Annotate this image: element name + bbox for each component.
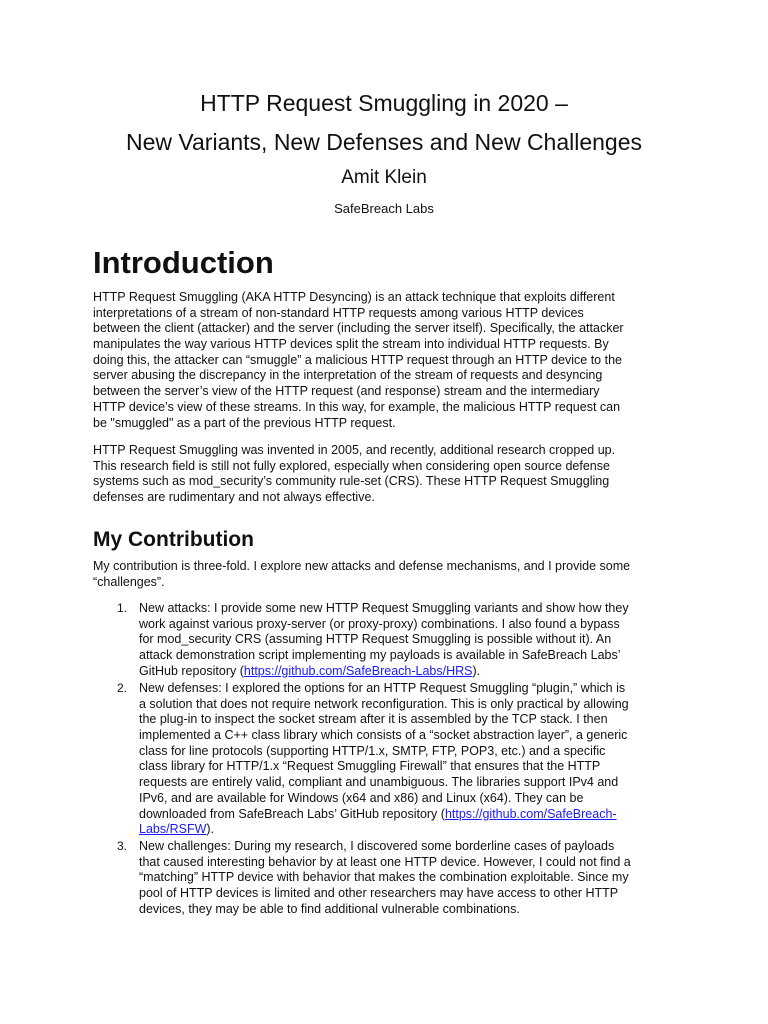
text-line: pool of HTTP devices is limited and other researchers may have access to other HTTP — [139, 886, 619, 901]
text-line: defenses are rudimentary and not always effective. — [93, 490, 375, 505]
introduction-heading: Introduction — [93, 245, 274, 280]
text-line: “challenges”. — [93, 574, 165, 589]
text-line: be "smuggled" as a part of the previous HTTP request. — [93, 415, 396, 430]
introduction-paragraph-1 — [93, 290, 693, 431]
text-span: ). — [206, 822, 215, 837]
doc-title-line1: HTTP Request Smuggling in 2020 – — [200, 90, 568, 116]
text-line: class for line protocols (supporting HTTP/1.x, SMTP, FTP, POP3, etc.) and a specific — [139, 743, 606, 758]
text-line: server abusing the discrepancy in the interpretation of the stream of requests and desyncing — [93, 368, 603, 383]
text-line: New attacks: I provide some new HTTP Request Smuggling variants and show how they — [139, 601, 629, 615]
text-line — [139, 664, 679, 680]
doc-organization: SafeBreach Labs — [334, 201, 434, 216]
text-line — [139, 807, 679, 823]
text-line: the plug-in to inspect the socket stream after it is assembled by the TCP stack. I then — [139, 712, 608, 727]
text-line: HTTP Request Smuggling (AKA HTTP Desyncing) is an attack technique that exploits different — [93, 290, 615, 304]
rsfw-github-link[interactable]: https://github.com/SafeBreach- — [444, 806, 617, 821]
text-line: My contribution is three-fold. I explore new attacks and defense mechanisms, and I provide some — [93, 559, 631, 573]
text-span: downloaded from SafeBreach Labs’ GitHub repository ( — [139, 806, 445, 821]
text-line: “matching” HTTP device with behavior that makes the combination exploitable. Since my — [139, 870, 629, 885]
introduction-paragraph-2 — [93, 443, 693, 506]
text-line: manipulates the way various HTTP devices split the stream into individual HTTP requests. By — [93, 337, 609, 352]
text-line: between the server’s view of the HTTP request (and response) stream and the intermediary — [93, 384, 600, 399]
doc-title-line2: New Variants, New Defenses and New Challenges — [125, 129, 643, 155]
text-line: IPv6, and are available for Windows (x64 and x86) and Linux (x64). They can be — [139, 790, 584, 805]
text-line: doing this, the attacker can “smuggle” a malicious HTTP request through an HTTP device to the — [93, 352, 622, 367]
contribution-heading: My Contribution — [93, 528, 254, 551]
text-span: ). — [472, 663, 481, 678]
doc-author: Amit Klein — [341, 167, 427, 188]
list-number: 1. — [117, 601, 128, 615]
text-line: requests are entirely valid, compliant and unambiguous. The libraries support IPv4 and — [139, 775, 619, 790]
text-line: that caused interesting behavior by at least one HTTP device. However, I could not find a — [139, 854, 631, 869]
contribution-intro — [93, 559, 693, 590]
list-number: 3. — [117, 839, 128, 853]
text-line: work against various proxy-server (or proxy-proxy) combinations. I also found a bypass — [139, 616, 620, 631]
hrs-github-link[interactable]: https://github.com/SafeBreach-Labs/HRS — [243, 663, 473, 678]
text-line: devices, they may be able to find additional vulnerable combinations. — [139, 901, 520, 916]
text-line: for mod_security CRS (assuming HTTP Request Smuggling is possible without it). An — [139, 632, 612, 647]
text-line: implemented a C++ class library which consists of a “socket abstraction layer”, a generic — [139, 728, 628, 743]
text-line: a solution that does not require network reconfiguration. This is only practical by allowing — [139, 696, 629, 711]
text-line: attack demonstration script implementing my payloads is available in SafeBreach Labs’ — [139, 648, 621, 663]
text-span: GitHub repository ( — [139, 663, 244, 678]
text-line: New challenges: During my research, I discovered some borderline cases of payloads — [139, 839, 615, 853]
text-line: interpretations of a stream of non-standard HTTP requests among various HTTP devices — [93, 305, 584, 320]
text-line: class library for HTTP/1.x “Request Smuggling Firewall” that ensures that the HTTP — [139, 759, 601, 774]
rsfw-github-link-continued[interactable]: Labs/RSFW — [139, 822, 207, 837]
text-line: HTTP device’s view of these streams. In this way, for example, the malicious HTTP request can — [93, 399, 621, 414]
text-line: This research field is still not fully explored, especially when considering open source defense — [93, 458, 610, 473]
text-line: HTTP Request Smuggling was invented in 2005, and recently, additional research cropped up. — [93, 443, 616, 457]
list-number: 2. — [117, 681, 128, 695]
text-line: New defenses: I explored the options for an HTTP Request Smuggling “plugin,” which is — [139, 681, 626, 695]
text-line: between the client (attacker) and the server (including the server itself). Specifically, the attacker — [93, 321, 624, 336]
text-line — [139, 822, 679, 838]
text-line: systems such as mod_security’s community rule-set (CRS). These HTTP Request Smuggling — [93, 474, 610, 489]
